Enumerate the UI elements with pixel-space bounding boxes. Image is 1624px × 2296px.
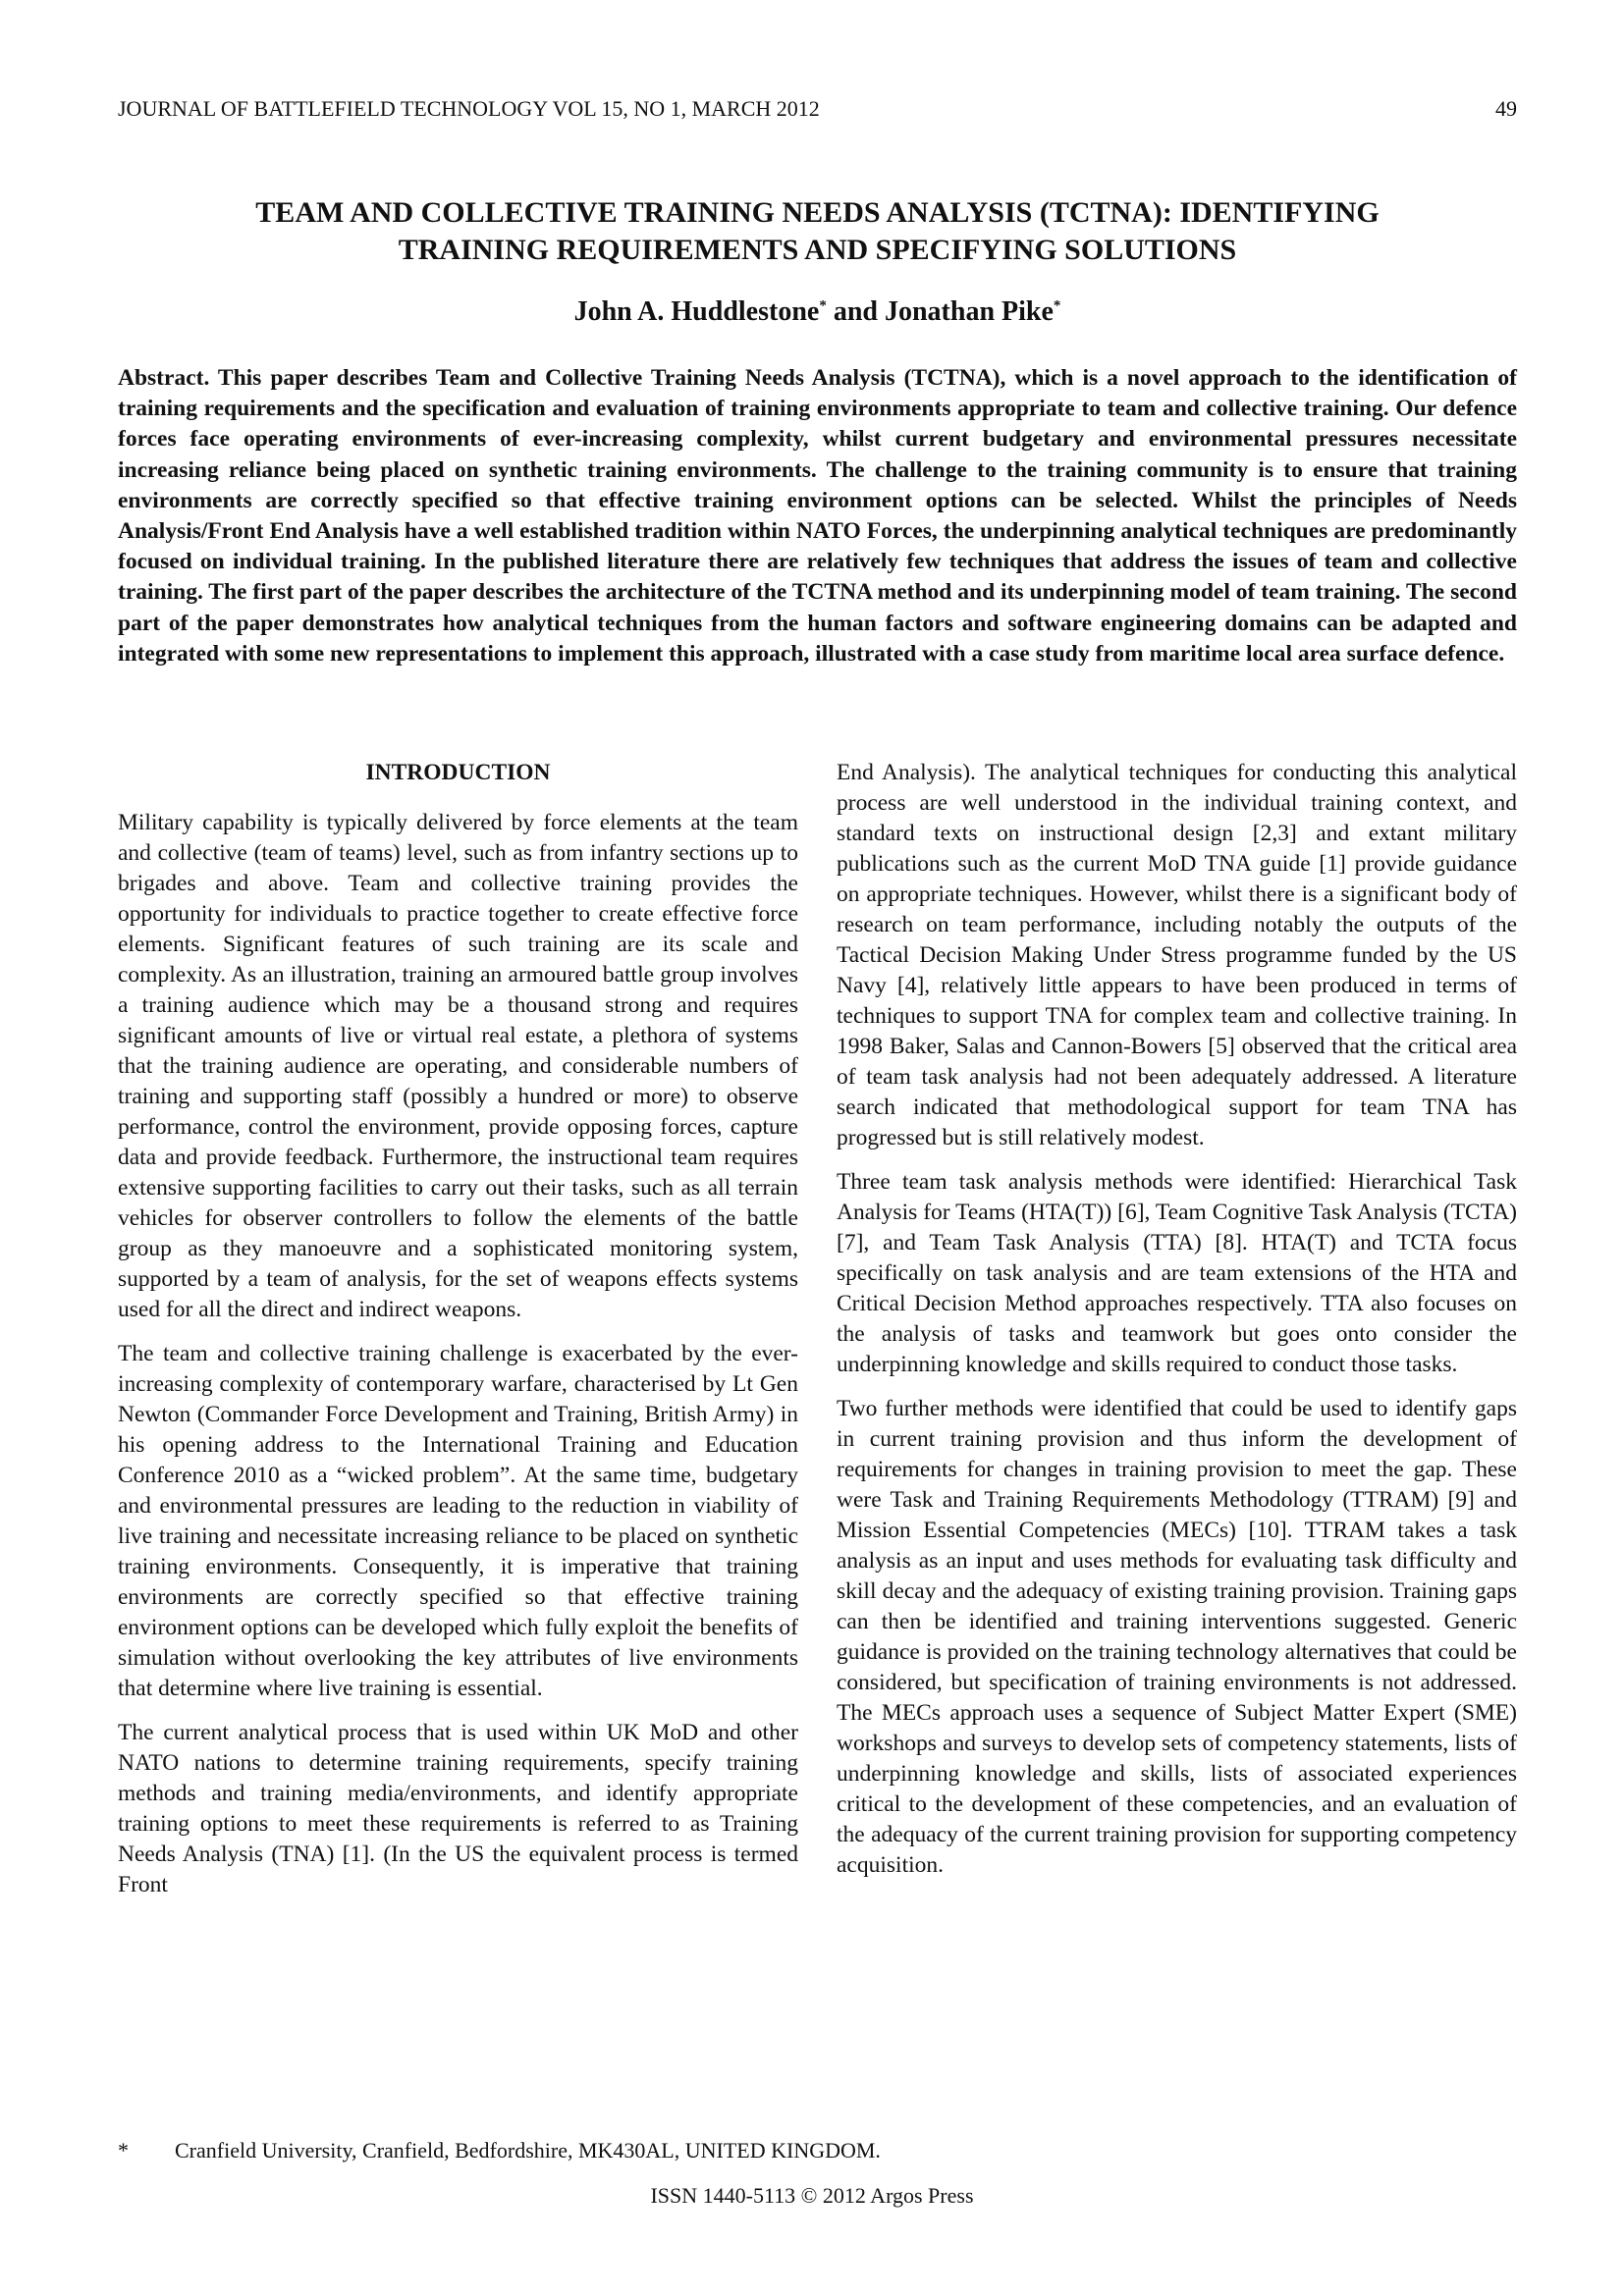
body-paragraph: End Analysis). The analytical techniques for conducting this analytical process are well understood in the individual training context, and standard texts on instructional design [2,3] and extant military publications such as the current MoD TNA guide [1] provide guidance on appropriate techniques. However, whilst there is a significant body of research on team performance, including notably the outputs of the Tactical Decision Making Under Stress programme funded by the US Navy [4], relatively little appears to have been produced in terms of techniques to support TNA for complex team and collective training. In 1998 Baker, Salas and Cannon-Bowers [5] observed that the critical area of team task analysis had not been adequately addressed. A literature search indicated that methodological support for team TNA has progressed but is still relatively modest. [837,760,1517,1150]
author-conjunction: and [826,296,885,327]
author-name: John A. Huddlestone [573,296,820,327]
body-paragraph: Two further methods were identified that could be used to identify gaps in current training provision and thus inform the development of requirements for changes in training provision to meet the gap. These were Task and Training Requirements Methodology (TTRAM) [9] and Mission Essential Competencies (MECs) [10]. TTRAM takes a task analysis as an input and uses methods for evaluating task difficulty and skill decay and the adequacy of existing training provision. Training gaps can then be identified and training interventions suggested. Generic guidance is provided on the training technology alternatives that could be considered, but specification of training environments is not addressed. The MECs approach uses a sequence of Subject Matter Expert (SME) workshops and surveys to develop sets of competency statements, lists of underpinning knowledge and skills, lists of associated experiences critical to the development of these competencies, and an evaluation of the adequacy of the current training provision for supporting competency acquisition. [837,1396,1517,1878]
section-heading: INTRODUCTION [365,760,551,785]
body-paragraph: Military capability is typically delivered by force elements at the team and collective (team of teams) level, such as from infantry sections up to brigades and above. Team and collective training provides the opportunity for individuals to practice together to create effective force elements. Significant features of such training are its scale and complexity. As an illustration, training an armoured battle group involves a training audience which may be a thousand strong and requires significant amounts of live or virtual real estate, a plethora of systems that the training audience are operating, and considerable numbers of training and supporting staff (possibly a hundred or more) to observe performance, control the environment, provide opposing forces, capture data and provide feedback. Furthermore, the instructional team requires extensive supporting facilities to carry out their tasks, such as all terrain vehicles for observer controllers to follow the elements of the battle group as they manoeuvre and a sophisticated monitoring system, supported by a team of analysis, for the set of weapons effects systems used for all the direct and indirect weapons. [118,810,798,1322]
left-column [118,758,798,1914]
body-paragraph: The current analytical process that is used within UK MoD and other NATO nations to determine training requirements, specify training methods and training media/environments, and identify appropriate training options to meet these requirements is referred to as Training Needs Analysis (TNA) [1]. (In the US the equivalent process is termed Front [118,1720,798,1897]
author-name: Jonathan Pike [884,296,1054,327]
title-line: TEAM AND COLLECTIVE TRAINING NEEDS ANALYSIS (TCTNA): IDENTIFYING [255,196,1380,229]
footnote [118,2138,881,2163]
page-number: 49 [1495,96,1517,121]
abstract: Abstract. This paper describes Team and Collective Training Needs Analysis (TCTNA), which is a novel approach to the identification of training requirements and the specification and evaluation of training environments appropriate to team and collective training. Our defence forces face operating environments of ever-increasing complexity, whilst current budgetary and environmental pressures necessitate increasing reliance being placed on synthetic training environments. The challenge to the training community is to ensure that training environments are correctly specified so that effective training environment options can be selected. Whilst the principles of Needs Analysis/Front End Analysis have a well established tradition within NATO Forces, the underpinning analytical techniques are predominantly focused on individual training. In the published literature there are relatively few techniques that address the issues of team and collective training. The first part of the paper describes the architecture of the TCTNA method and its underpinning model of team training. The second part of the paper demonstrates how analytical techniques from the human factors and software engineering domains can be adapted and integrated with some new representations to implement this approach, illustrated with a case study from maritime local area surface defence. [118,365,1517,667]
paper-title [118,194,1517,269]
author-list [118,296,1517,328]
journal-name: JOURNAL OF BATTLEFIELD TECHNOLOGY VOL 15, NO 1, MARCH 2012 [118,96,820,121]
affiliation-mark: * [819,297,827,314]
right-column [837,758,1517,1895]
body-paragraph: Three team task analysis methods were identified: Hierarchical Task Analysis for Teams (HTA(T)) [6], Team Cognitive Task Analysis (TCTA) [7], and Team Task Analysis (TTA) [8]. HTA(T) and TCTA focus specifically on task analysis and are team extensions of the HTA and Critical Decision Method approaches respectively. TTA also focuses on the analysis of tasks and teamwork but goes onto consider the underpinning knowledge and skills required to conduct those tasks. [837,1169,1517,1377]
body-paragraph: The team and collective training challenge is exacerbated by the ever-increasing complexity of contemporary warfare, characterised by Lt Gen Newton (Commander Force Development and Training, British Army) in his opening address to the International Training and Education Conference 2010 as a “wicked problem”. At the same time, budgetary and environmental pressures are leading to the reduction in viability of live training and necessitate increasing reliance to be placed on synthetic training environments. Consequently, it is imperative that training environments are correctly specified so that effective training environment options can be developed which fully exploit the benefits of simulation without overlooking the key attributes of live environments that determine where live training is essential. [118,1341,798,1701]
running-header [118,96,1517,122]
affiliation-mark: * [1053,297,1061,314]
footnote-mark: * [118,2138,129,2163]
issn-footer: ISSN 1440-5113 © 2012 Argos Press [650,2183,974,2208]
title-line: TRAINING REQUIREMENTS AND SPECIFYING SOLUTIONS [398,234,1237,266]
footnote-text: Cranfield University, Cranfield, Bedfordshire, MK430AL, UNITED KINGDOM. [175,2138,881,2163]
